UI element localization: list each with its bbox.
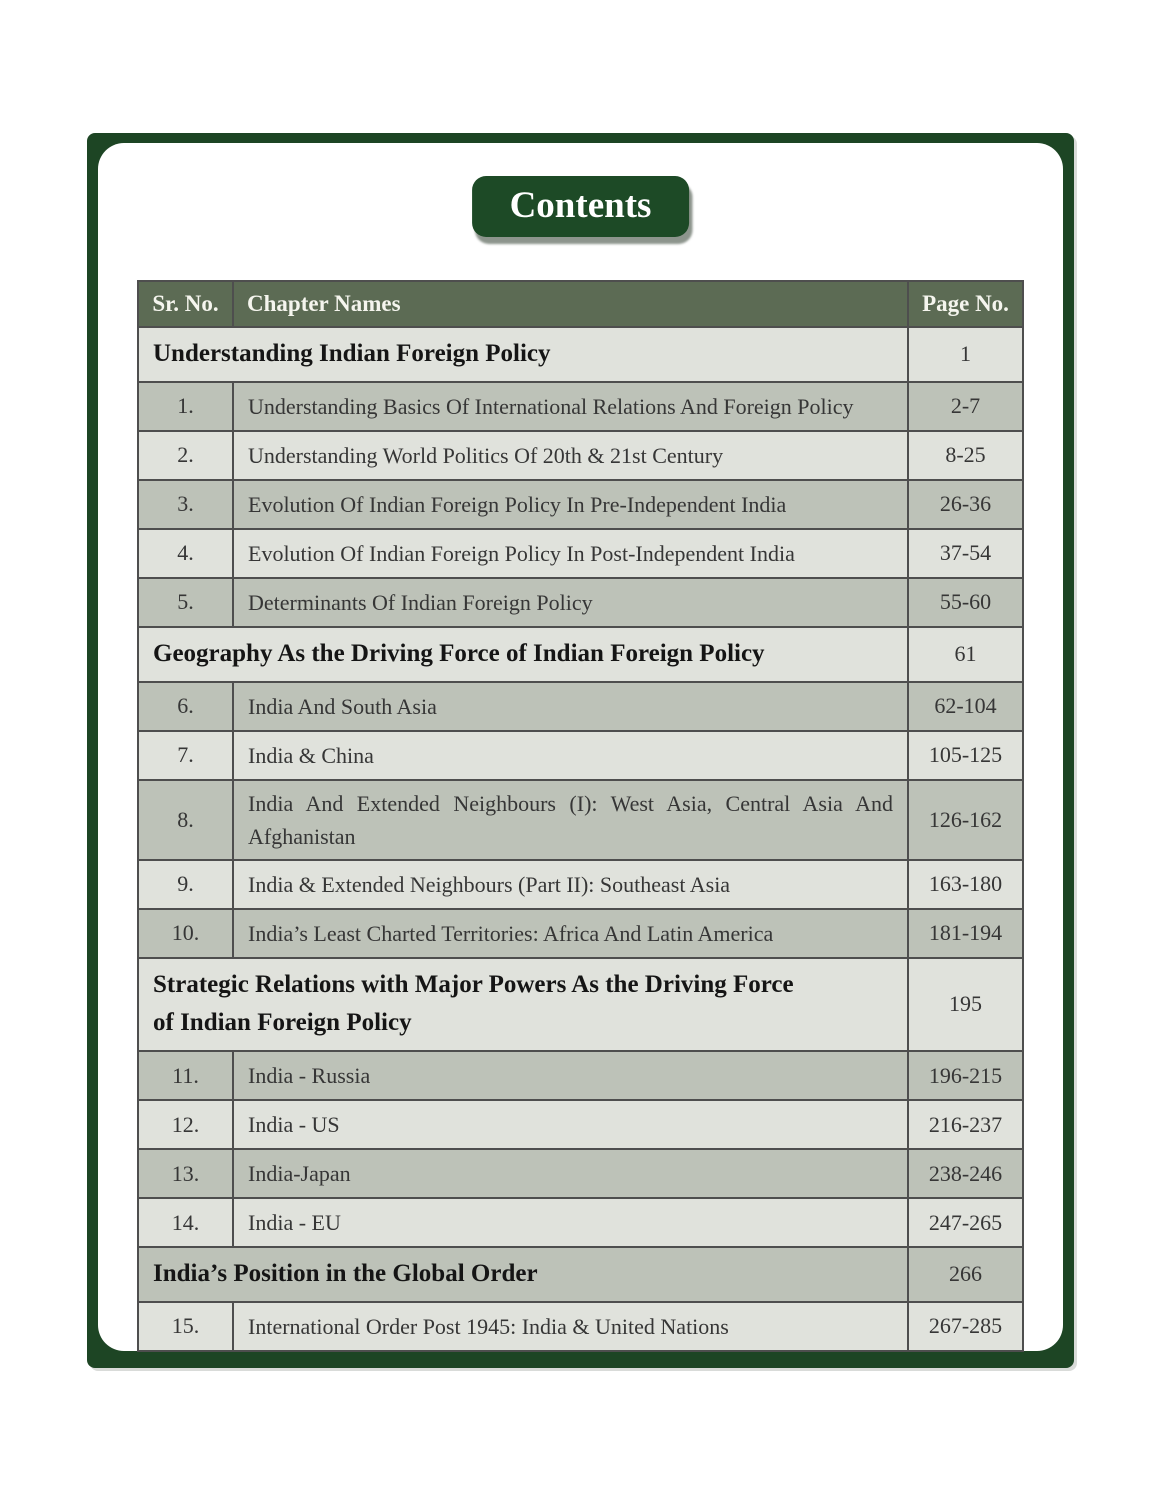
- section-row: [138, 627, 1023, 682]
- page-no-cell: 196-215: [908, 1051, 1023, 1100]
- contents-table: [137, 280, 1024, 1352]
- chapter-row: [138, 1100, 1023, 1149]
- table-header-row: [138, 281, 1023, 327]
- sr-no-cell: 11.: [138, 1051, 233, 1100]
- sr-no-cell: 10.: [138, 909, 233, 958]
- chapter-row: [138, 909, 1023, 958]
- sr-no-cell: 7.: [138, 731, 233, 780]
- chapter-name-cell: India - US: [233, 1100, 908, 1149]
- chapter-row: [138, 480, 1023, 529]
- column-header-sr-no: Sr. No.: [138, 281, 233, 327]
- section-title-cell: [138, 327, 908, 382]
- chapter-row: [138, 382, 1023, 431]
- section-title: Understanding Indian Foreign Policy: [153, 340, 551, 367]
- chapter-row: [138, 780, 1023, 860]
- page-no-cell: 8-25: [908, 431, 1023, 480]
- chapter-row: [138, 1051, 1023, 1100]
- section-title-cell: [138, 1247, 908, 1302]
- chapter-name-cell: India - Russia: [233, 1051, 908, 1100]
- chapter-name-cell: India And South Asia: [233, 682, 908, 731]
- page-no-cell: 181-194: [908, 909, 1023, 958]
- section-title-cell: [138, 627, 908, 682]
- section-title: Geography As the Driving Force of Indian Foreign Policy: [153, 639, 765, 667]
- page-title: Contents: [509, 185, 652, 226]
- sr-no-cell: 15.: [138, 1302, 233, 1351]
- chapter-row: [138, 1198, 1023, 1247]
- sr-no-cell: 8.: [138, 780, 233, 860]
- chapter-row: [138, 682, 1023, 731]
- page-no-cell: 266: [908, 1247, 1023, 1302]
- chapter-row: [138, 1149, 1023, 1198]
- page-no-cell: 62-104: [908, 682, 1023, 731]
- chapter-row: [138, 578, 1023, 627]
- section-title: India’s Position in the Global Order: [153, 1260, 538, 1287]
- page-no-cell: 1: [908, 327, 1023, 382]
- chapter-name-cell: Determinants Of Indian Foreign Policy: [233, 578, 908, 627]
- page-no-cell: 105-125: [908, 731, 1023, 780]
- section-row: [138, 1247, 1023, 1302]
- chapter-name-cell: Understanding Basics Of International Relations And Foreign Policy: [233, 382, 908, 431]
- section-row: [138, 958, 1023, 1052]
- sr-no-cell: 9.: [138, 860, 233, 909]
- page-no-cell: 247-265: [908, 1198, 1023, 1247]
- chapter-row: [138, 860, 1023, 909]
- sr-no-cell: 4.: [138, 529, 233, 578]
- page-no-cell: 37-54: [908, 529, 1023, 578]
- chapter-name-cell: India - EU: [233, 1198, 908, 1247]
- sr-no-cell: 5.: [138, 578, 233, 627]
- chapter-name-cell: India & China: [233, 731, 908, 780]
- column-header-chapter-names: Chapter Names: [233, 281, 908, 327]
- column-header-page-no: Page No.: [908, 281, 1023, 327]
- chapter-name-cell: India And Extended Neighbours (I): West Asia, Central Asia And Afghanistan: [233, 780, 908, 860]
- chapter-row: [138, 529, 1023, 578]
- chapter-row: [138, 1302, 1023, 1351]
- page-no-cell: 216-237: [908, 1100, 1023, 1149]
- sr-no-cell: 14.: [138, 1198, 233, 1247]
- sr-no-cell: 2.: [138, 431, 233, 480]
- page-no-cell: 163-180: [908, 860, 1023, 909]
- chapter-name-cell: India-Japan: [233, 1149, 908, 1198]
- chapter-name-cell: Understanding World Politics Of 20th & 21st Century: [233, 431, 908, 480]
- chapter-name-cell: International Order Post 1945: India & United Nations: [233, 1302, 908, 1351]
- page-no-cell: 126-162: [908, 780, 1023, 860]
- green-border-frame: [87, 133, 1074, 1368]
- sr-no-cell: 3.: [138, 480, 233, 529]
- section-row: [138, 327, 1023, 382]
- chapter-name-cell: India & Extended Neighbours (Part II): Southeast Asia: [233, 860, 908, 909]
- chapter-name-cell: Evolution Of Indian Foreign Policy In Post-Independent India: [233, 529, 908, 578]
- page-no-cell: 26-36: [908, 480, 1023, 529]
- sr-no-cell: 6.: [138, 682, 233, 731]
- section-title-cell: [138, 958, 908, 1052]
- sr-no-cell: 1.: [138, 382, 233, 431]
- section-title: Strategic Relations with Major Powers As the Driving Force of Indian Foreign Policy: [153, 970, 794, 1037]
- chapter-name-cell: India’s Least Charted Territories: Africa And Latin America: [233, 909, 908, 958]
- page-no-cell: 267-285: [908, 1302, 1023, 1351]
- content-card: [98, 143, 1063, 1351]
- sr-no-cell: 13.: [138, 1149, 233, 1198]
- page-no-cell: 61: [908, 627, 1023, 682]
- chapter-row: [138, 431, 1023, 480]
- chapter-row: [138, 731, 1023, 780]
- chapter-name-cell: Evolution Of Indian Foreign Policy In Pre-Independent India: [233, 480, 908, 529]
- page-no-cell: 238-246: [908, 1149, 1023, 1198]
- page-no-cell: 195: [908, 958, 1023, 1052]
- page-no-cell: 2-7: [908, 382, 1023, 431]
- sr-no-cell: 12.: [138, 1100, 233, 1149]
- contents-title-box: [472, 176, 690, 237]
- page-no-cell: 55-60: [908, 578, 1023, 627]
